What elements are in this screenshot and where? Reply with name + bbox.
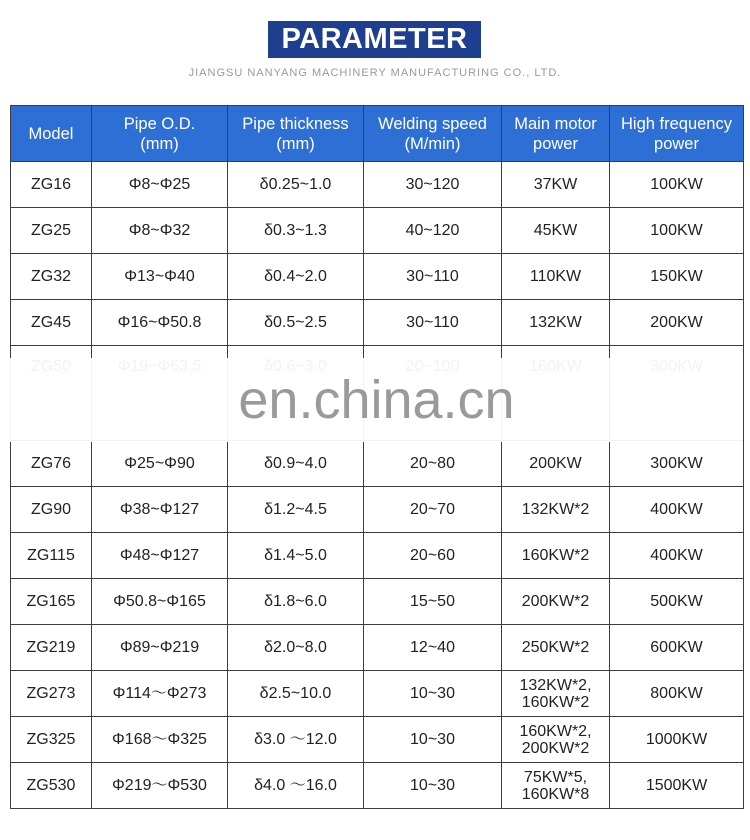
pipe-od-cell: Φ168～Φ325 — [92, 717, 228, 763]
main-motor-power-cell: 250KW*2 — [502, 625, 610, 671]
table-row — [11, 441, 744, 487]
model-cell: ZG76 — [11, 441, 92, 487]
pipe-thickness-cell: δ4.0 ～16.0 — [228, 763, 364, 809]
column-header-pipe-od: Pipe O.D. (mm) — [92, 106, 228, 162]
welding-speed-cell: 12~40 — [364, 625, 502, 671]
table-body — [11, 162, 744, 809]
welding-speed-cell: 10~30 — [364, 763, 502, 809]
watermark-text: en.china.cn — [238, 370, 515, 430]
pipe-thickness-cell: δ0.3~1.3 — [228, 208, 364, 254]
main-motor-power-cell: 200KW — [502, 441, 610, 487]
welding-speed-cell: 10~30 — [364, 671, 502, 717]
table-row — [11, 763, 744, 809]
pipe-thickness-cell: δ1.8~6.0 — [228, 579, 364, 625]
main-motor-power-cell: 132KW*2 — [502, 487, 610, 533]
welding-speed-cell: 40~120 — [364, 208, 502, 254]
main-motor-power-cell: 110KW — [502, 254, 610, 300]
welding-speed-cell: 10~30 — [364, 717, 502, 763]
pipe-od-cell: Φ16~Φ50.8 — [92, 300, 228, 346]
table-row — [11, 162, 744, 208]
high-frequency-power-cell: 100KW — [610, 162, 744, 208]
main-motor-power-cell: 160KW*2, 200KW*2 — [502, 717, 610, 763]
high-frequency-power-cell: 100KW — [610, 208, 744, 254]
model-cell: ZG32 — [11, 254, 92, 300]
model-cell: ZG90 — [11, 487, 92, 533]
model-cell: ZG45 — [11, 300, 92, 346]
welding-speed-cell: 30~110 — [364, 300, 502, 346]
high-frequency-power-cell: 200KW — [610, 300, 744, 346]
table-row — [11, 579, 744, 625]
main-motor-power-cell: 200KW*2 — [502, 579, 610, 625]
table-row — [11, 300, 744, 346]
pipe-od-cell: Φ50.8~Φ165 — [92, 579, 228, 625]
high-frequency-power-cell: 800KW — [610, 671, 744, 717]
pipe-thickness-cell: δ1.2~4.5 — [228, 487, 364, 533]
pipe-od-cell: Φ48~Φ127 — [92, 533, 228, 579]
table-header-row — [11, 106, 744, 162]
main-motor-power-cell: 75KW*5, 160KW*8 — [502, 763, 610, 809]
welding-speed-cell: 15~50 — [364, 579, 502, 625]
high-frequency-power-cell: 500KW — [610, 579, 744, 625]
pipe-od-cell: Φ219～Φ530 — [92, 763, 228, 809]
table-row — [11, 533, 744, 579]
column-header-welding-speed: Welding speed (M/min) — [364, 106, 502, 162]
model-cell: ZG530 — [11, 763, 92, 809]
model-cell: ZG165 — [11, 579, 92, 625]
column-header-model: Model — [11, 106, 92, 162]
high-frequency-power-cell: 400KW — [610, 533, 744, 579]
model-cell: ZG219 — [11, 625, 92, 671]
welding-speed-cell: 20~80 — [364, 441, 502, 487]
pipe-od-cell: Φ38~Φ127 — [92, 487, 228, 533]
parameter-table — [10, 105, 744, 809]
welding-speed-cell: 20~60 — [364, 533, 502, 579]
main-motor-power-cell: 160KW*2 — [502, 533, 610, 579]
table-row — [11, 487, 744, 533]
table-row — [11, 254, 744, 300]
pipe-od-cell: Φ8~Φ25 — [92, 162, 228, 208]
column-header-main-motor-power: Main motor power — [502, 106, 610, 162]
pipe-thickness-cell: δ0.9~4.0 — [228, 441, 364, 487]
pipe-thickness-cell: δ0.25~1.0 — [228, 162, 364, 208]
pipe-thickness-cell: δ0.4~2.0 — [228, 254, 364, 300]
table-row — [11, 717, 744, 763]
table-row — [11, 625, 744, 671]
pipe-thickness-cell: δ2.0~8.0 — [228, 625, 364, 671]
pipe-od-cell: Φ13~Φ40 — [92, 254, 228, 300]
column-header-pipe-thickness: Pipe thickness (mm) — [228, 106, 364, 162]
company-name: JIANGSU NANYANG MACHINERY MANUFACTURING CO., LTD. — [188, 67, 562, 79]
page-title-banner — [268, 21, 481, 58]
pipe-thickness-cell: δ2.5~10.0 — [228, 671, 364, 717]
column-header-high-frequency-power: High frequency power — [610, 106, 744, 162]
pipe-thickness-cell: δ1.4~5.0 — [228, 533, 364, 579]
model-cell: ZG273 — [11, 671, 92, 717]
high-frequency-power-cell: 1000KW — [610, 717, 744, 763]
welding-speed-cell: 20~70 — [364, 487, 502, 533]
page-title: PARAMETER — [281, 23, 468, 55]
table-row — [11, 208, 744, 254]
high-frequency-power-cell: 400KW — [610, 487, 744, 533]
pipe-od-cell: Φ89~Φ219 — [92, 625, 228, 671]
pipe-thickness-cell: δ3.0 ～12.0 — [228, 717, 364, 763]
high-frequency-power-cell: 1500KW — [610, 763, 744, 809]
watermark-overlay — [10, 358, 743, 442]
main-motor-power-cell: 132KW — [502, 300, 610, 346]
pipe-od-cell: Φ25~Φ90 — [92, 441, 228, 487]
welding-speed-cell: 30~120 — [364, 162, 502, 208]
model-cell: ZG325 — [11, 717, 92, 763]
pipe-thickness-cell: δ0.5~2.5 — [228, 300, 364, 346]
model-cell: ZG25 — [11, 208, 92, 254]
main-motor-power-cell: 132KW*2, 160KW*2 — [502, 671, 610, 717]
pipe-od-cell: Φ114～Φ273 — [92, 671, 228, 717]
high-frequency-power-cell: 300KW — [610, 441, 744, 487]
main-motor-power-cell: 37KW — [502, 162, 610, 208]
main-motor-power-cell: 45KW — [502, 208, 610, 254]
model-cell: ZG115 — [11, 533, 92, 579]
pipe-od-cell: Φ8~Φ32 — [92, 208, 228, 254]
welding-speed-cell: 30~110 — [364, 254, 502, 300]
model-cell: ZG16 — [11, 162, 92, 208]
table-row — [11, 671, 744, 717]
high-frequency-power-cell: 150KW — [610, 254, 744, 300]
high-frequency-power-cell: 600KW — [610, 625, 744, 671]
